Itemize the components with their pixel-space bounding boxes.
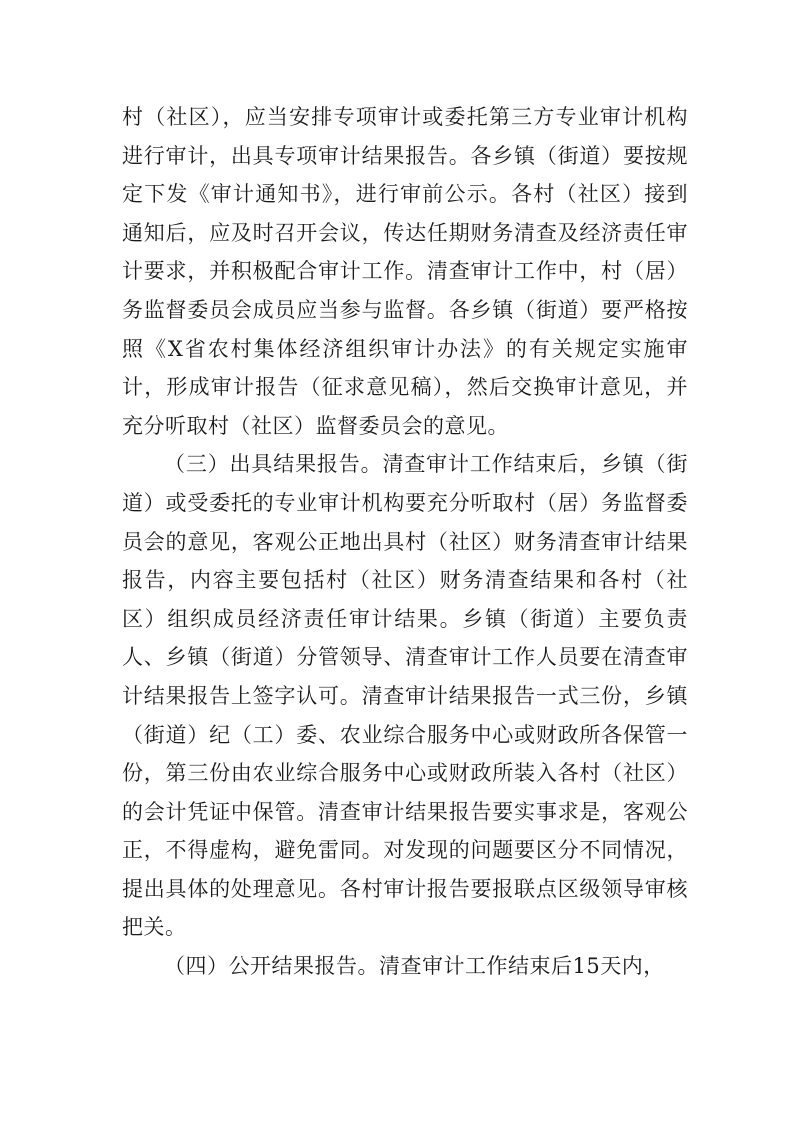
- paragraph-section-three-result-report: （三）出具结果报告。清查审计工作结束后，乡镇（街道）或受委托的专业审计机构要充分听取村（居）务监督委员会的意见，客观公正地出具村（社区）财务清查审计结果报告，内容主要包括村（社区）财务清查结果和各村（社区）组织成员经济责任审计结果。乡镇（街道）主要负责人、乡镇（街道）分管领导、清查审计工作人员要在清查审计结果报告上签字认可。清查审计结果报告一式三份，乡镇（街道）纪（工）委、农业综合服务中心或财政所各保管一份，第三份由农业综合服务中心或财政所装入各村（社区）的会计凭证中保管。清查审计结果报告要实事求是，客观公正，不得虚构，避免雷同。对发现的问题要区分不同情况，提出具体的处理意见。各村审计报告要报联点区级领导审核把关。: [122, 452, 688, 940]
- paragraph-section-four-public-report: （四）公开结果报告。清查审计工作结束后15天内，: [164, 954, 665, 979]
- document-body: [122, 98, 688, 986]
- paragraph-continued-audit-process: 村（社区），应当安排专项审计或委托第三方专业审计机构进行审计，出具专项审计结果报告。各乡镇（街道）要按规定下发《审计通知书》，进行审前公示。各村（社区）接到通知后，应及时召开会议，传达任期财务清查及经济责任审计要求，并积极配合审计工作。清查审计工作中，村（居）务监督委员会成员应当参与监督。各乡镇（街道）要严格按照《X省农村集体经济组织审计办法》的有关规定实施审计，形成审计报告（征求意见稿），然后交换审计意见，并充分听取村（社区）监督委员会的意见。: [122, 105, 688, 438]
